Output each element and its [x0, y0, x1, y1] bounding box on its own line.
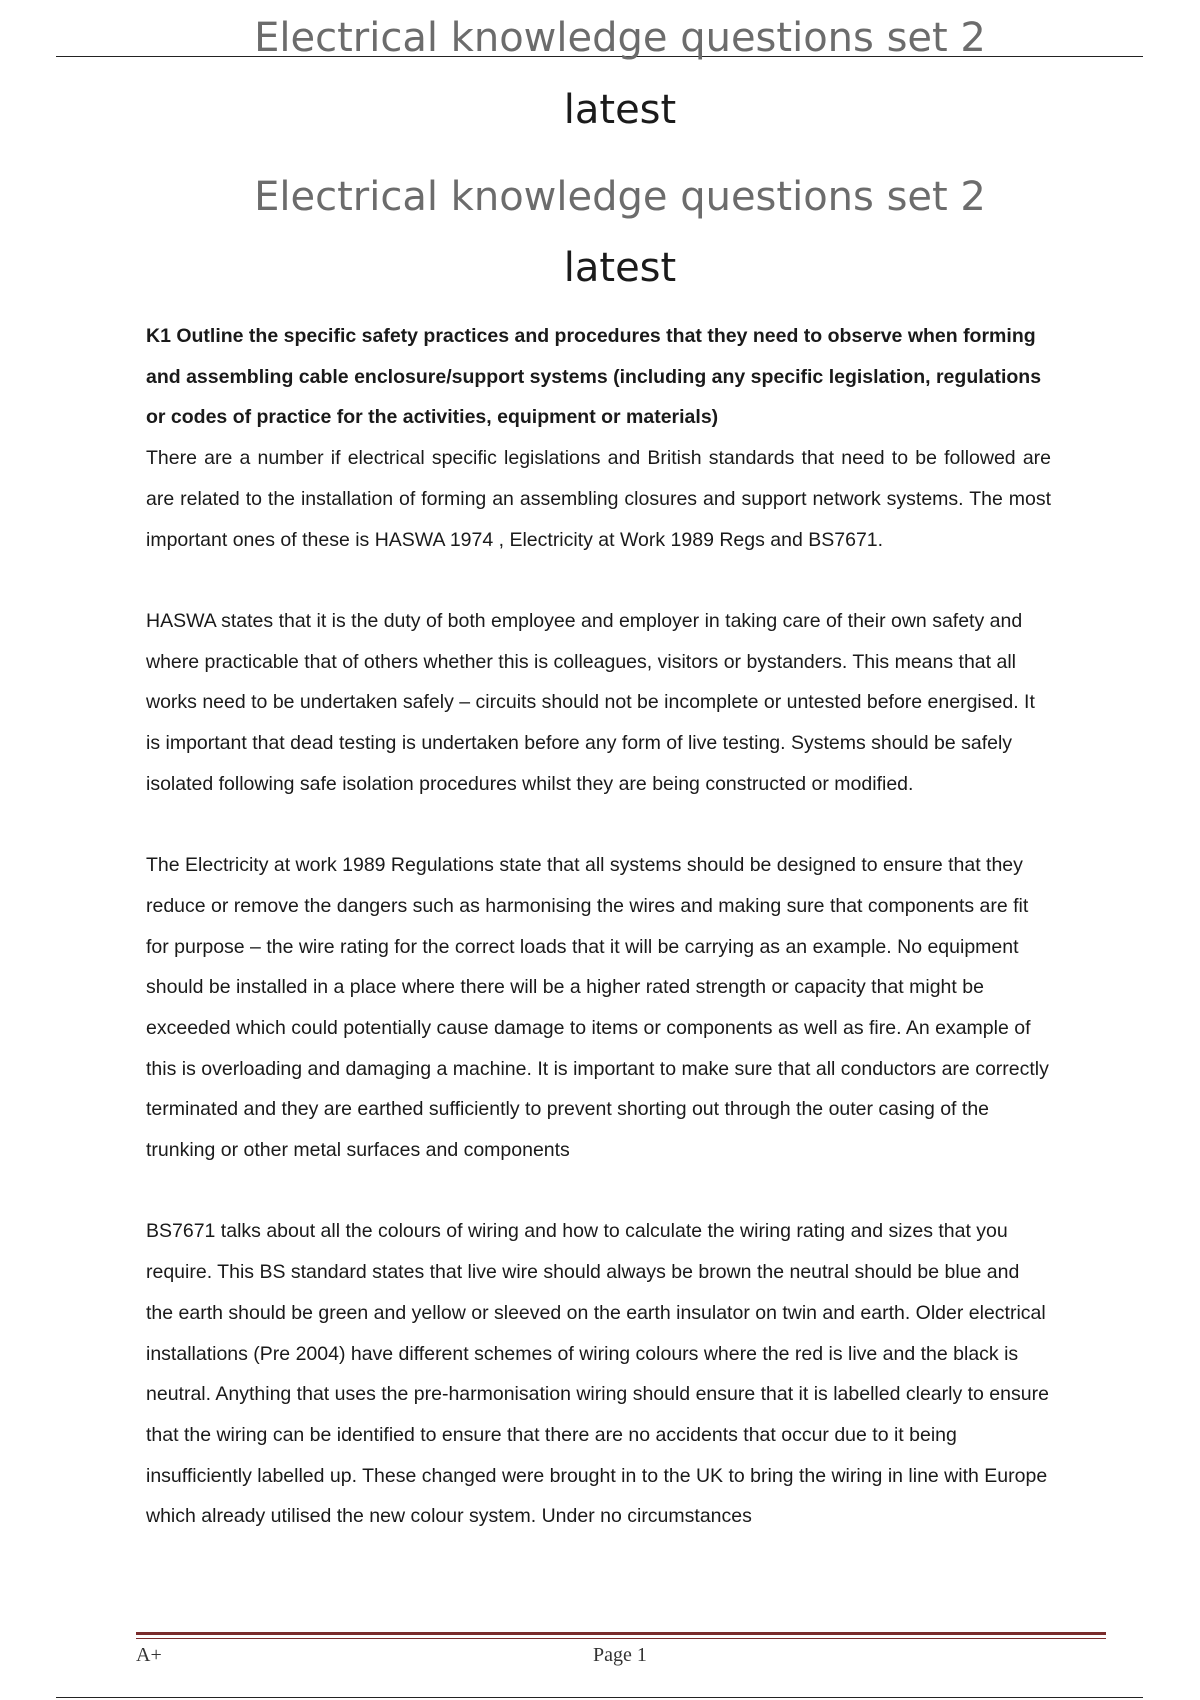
paragraph-intro: There are a number if electrical specific legislations and British standards that need to be followed are are related to the installation of forming an assembling closures and support network systems. The most important ones of these is HASWA 1974 , Electricity at Work 1989 Regs and BS7671.	[146, 447, 1051, 551]
page-bottom-rule	[56, 1697, 1143, 1698]
footer-grade: A+	[136, 1644, 162, 1666]
paragraph-bs7671: BS7671 talks about all the colours of wiring and how to calculate the wiring rating and sizes that you require. This BS standard states that live wire should always be brown the neutral should be blue and the earth should be green and yellow or sleeved on the earth insulator on twin and earth. Older electrical installations (Pre 2004) have different schemes of wiring colours where the red is live and the black is neutral. Anything that uses the pre-harmonisation wiring should ensure that it is labelled clearly to ensure that the wiring can be identified to ensure that there are no accidents that occur due to it being insufficiently labelled up. These changed were brought in to the UK to bring the wiring in line with Europe which already utilised the new colour system. Under no circumstances	[146, 1220, 1049, 1528]
paragraph-spacer	[146, 804, 1051, 845]
document-body	[146, 316, 1051, 1537]
header-subtitle: latest	[563, 87, 677, 133]
footer-rule	[136, 1632, 1106, 1635]
paragraph-haswa: HASWA states that it is the duty of both employee and employer in taking care of their own safety and where practicable that of others whether this is colleagues, visitors or bystanders. This means that all works need to be undertaken safely – circuits should not be incomplete or untested before energised. It is important that dead testing is undertaken before any form of live testing. Systems should be safely isolated following safe isolation procedures whilst they are being constructed or modified.	[146, 609, 1035, 795]
paragraph-spacer	[146, 560, 1051, 601]
header-title: Electrical knowledge questions set 2	[254, 15, 986, 61]
footer-rule-thin	[136, 1638, 1106, 1639]
paragraph-eaw-regulations: The Electricity at work 1989 Regulations state that all systems should be designed to ensure that they reduce or remove the dangers such as harmonising the wires and making sure that components are fit for purpose – the wire rating for the correct loads that it will be carrying as an example. No equipment should be installed in a place where there will be a higher rated strength or capacity that might be exceeded which could potentially cause damage to items or components as well as fire. An example of this is overloading and damaging a machine. It is important to make sure that all conductors are correctly terminated and they are earthed sufficiently to prevent shorting out through the outer casing of the trunking or other metal surfaces and components	[146, 854, 1049, 1162]
question-heading: K1 Outline the specific safety practices and procedures that they need to observe when forming and assembling cable enclosure/support systems (including any specific legislation, regulations or codes of practice for the activities, equipment or materials)	[146, 325, 1042, 429]
page-number: Page 1	[593, 1644, 647, 1666]
document-title: Electrical knowledge questions set 2	[254, 174, 986, 220]
paragraph-spacer	[146, 1171, 1051, 1212]
document-subtitle: latest	[563, 245, 677, 291]
